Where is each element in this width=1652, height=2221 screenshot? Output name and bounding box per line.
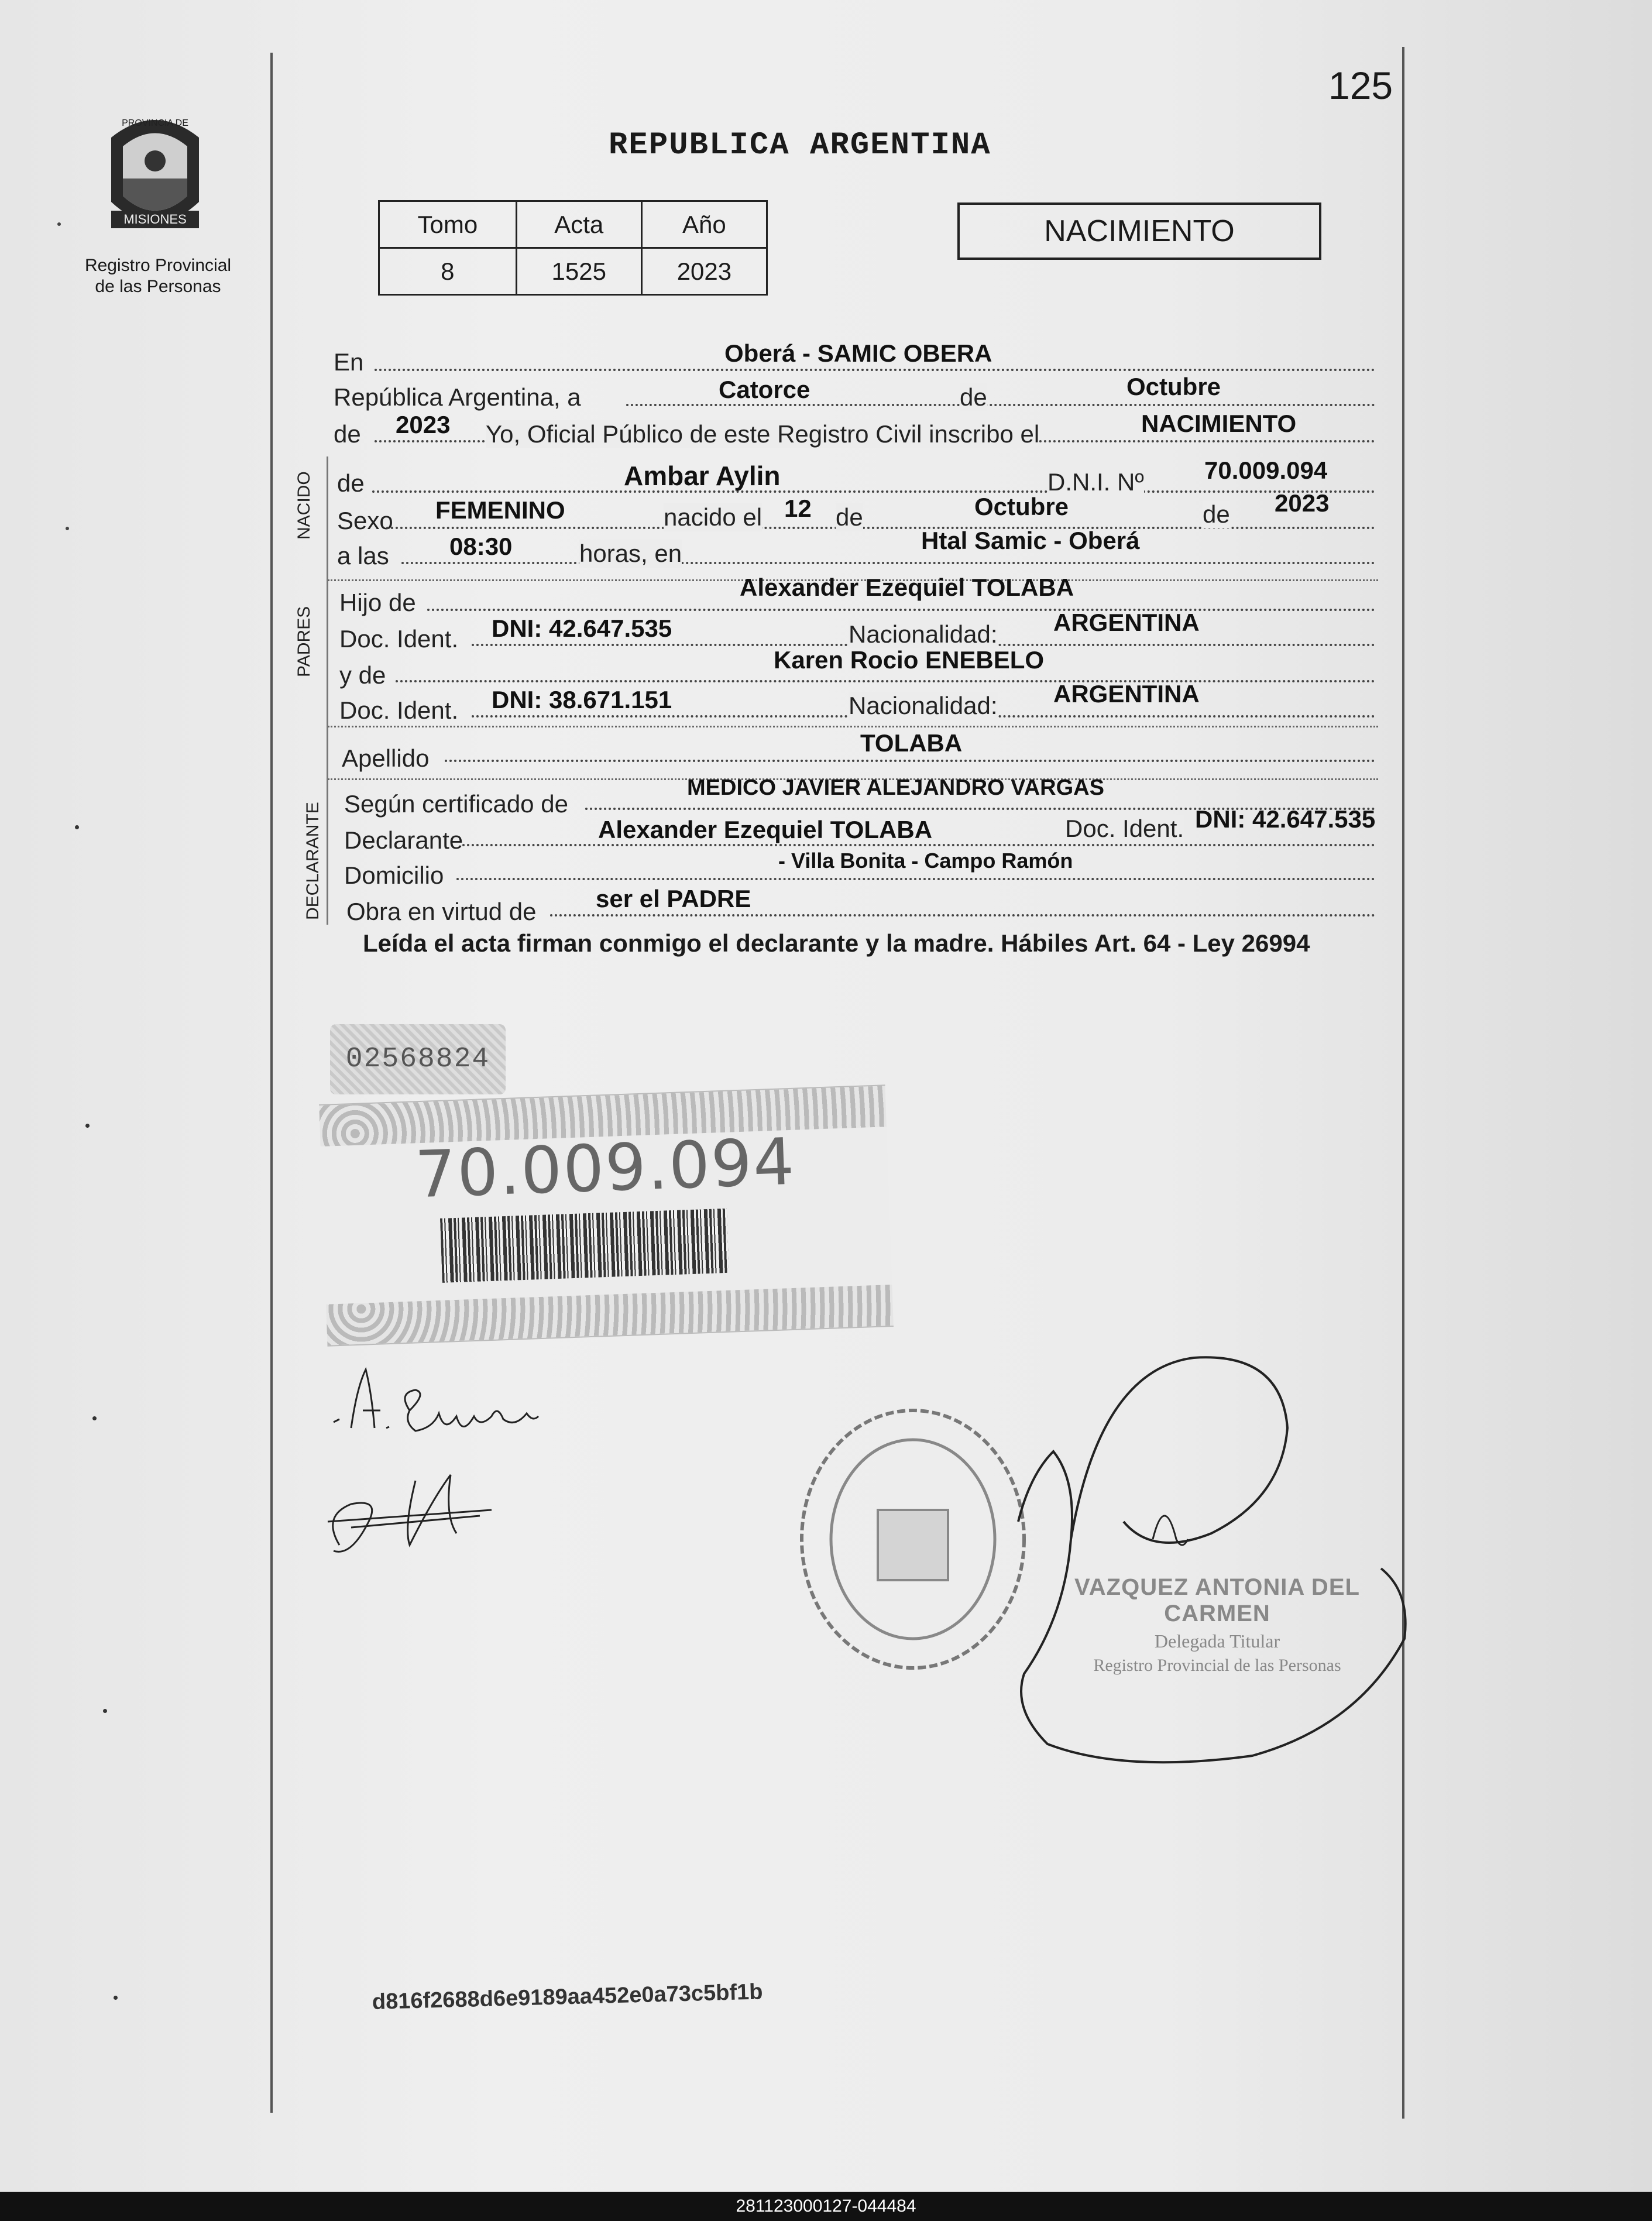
document-type-box: NACIMIENTO bbox=[957, 202, 1321, 260]
value-tomo: 8 bbox=[379, 248, 517, 295]
declarant-name: Alexander Ezequiel TOLABA bbox=[598, 816, 933, 843]
de2-label: de bbox=[334, 420, 361, 448]
nacido-de2-label: de bbox=[836, 503, 863, 531]
en-label: En bbox=[334, 348, 364, 376]
mother-signature bbox=[316, 1457, 503, 1568]
republica-label: República Argentina, a bbox=[334, 383, 581, 411]
dotted-line bbox=[396, 680, 1375, 682]
nacido-el-label: nacido el bbox=[664, 503, 763, 531]
dotted-line bbox=[456, 878, 1375, 880]
reference-table bbox=[378, 200, 768, 296]
declarant-signature bbox=[316, 1358, 573, 1463]
document-title: REPUBLICA ARGENTINA bbox=[609, 128, 991, 163]
declarant-doc: DNI: 42.647.535 bbox=[1195, 805, 1376, 833]
official-stamp-org: Registro Provincial de las Personas bbox=[1093, 1656, 1341, 1675]
scan-mark bbox=[85, 1124, 90, 1128]
scan-mark bbox=[92, 1416, 97, 1420]
yo-text: Yo, Oficial Público de este Registro Civil inscribo el bbox=[486, 420, 1040, 448]
header-anio: Año bbox=[641, 201, 767, 248]
certificate-issuer: MEDICO JAVIER ALEJANDRO VARGAS bbox=[687, 775, 1104, 800]
dni-label: D.N.I. Nº bbox=[1047, 468, 1144, 496]
svg-text:PROVINCIA DE: PROVINCIA DE bbox=[122, 118, 188, 128]
closing-note: Leída el acta firman conmigo el declarante y la madre. Hábiles Art. 64 - Ley 26994 bbox=[363, 929, 1310, 957]
provincia-misiones-crest-logo bbox=[88, 102, 222, 249]
svg-text:MISIONES: MISIONES bbox=[123, 212, 187, 226]
mother-doc-label: Doc. Ident. bbox=[339, 696, 459, 724]
dotted-line bbox=[462, 844, 1375, 846]
left-margin-rule bbox=[270, 53, 273, 2113]
yde-label: y de bbox=[339, 661, 386, 689]
father-nationality: ARGENTINA bbox=[1053, 609, 1200, 636]
obra-value: ser el PADRE bbox=[596, 885, 751, 912]
sticker-pattern-bottom bbox=[326, 1285, 894, 1345]
declarant-doc-label: Doc. Ident. bbox=[1065, 815, 1184, 842]
header-acta: Acta bbox=[516, 201, 641, 248]
child-name: Ambar Aylin bbox=[624, 461, 781, 491]
dotted-line bbox=[375, 369, 1375, 371]
hijo-label: Hijo de bbox=[339, 589, 416, 616]
domicilio-value: - Villa Bonita - Campo Ramón bbox=[778, 849, 1073, 873]
section-label-nacido: NACIDO bbox=[294, 471, 314, 540]
official-stamp-title: Delegada Titular bbox=[1154, 1630, 1280, 1652]
dotted-line bbox=[427, 609, 1375, 611]
scan-mark bbox=[114, 1996, 118, 2000]
footer-code: 281123000127-044484 bbox=[736, 2196, 916, 2216]
horas-label: horas, en bbox=[579, 540, 682, 567]
reference-table-header-row bbox=[379, 201, 767, 248]
mother-nac-label: Nacionalidad: bbox=[849, 692, 998, 719]
nacido-de-label: de bbox=[337, 469, 365, 497]
birth-time: 08:30 bbox=[449, 533, 513, 560]
sticker-number: 70.009.094 bbox=[414, 1124, 797, 1213]
apellido-label: Apellido bbox=[342, 744, 430, 772]
scan-mark bbox=[57, 222, 61, 226]
child-dni: 70.009.094 bbox=[1204, 456, 1328, 484]
dotted-line bbox=[550, 914, 1375, 916]
registro-line1: Registro Provincial bbox=[84, 256, 232, 275]
birth-place: Htal Samic - Oberá bbox=[921, 527, 1140, 554]
intro-month: Octubre bbox=[1126, 373, 1221, 400]
scan-mark bbox=[66, 527, 69, 530]
father-doc-label: Doc. Ident. bbox=[339, 625, 459, 653]
mother-nationality: ARGENTINA bbox=[1053, 680, 1200, 708]
scan-mark bbox=[75, 825, 79, 829]
birth-day: 12 bbox=[784, 495, 812, 522]
mother-name: Karen Rocio ENEBELO bbox=[774, 646, 1045, 674]
section-label-declarante: DECLARANTE bbox=[303, 802, 322, 920]
dotted-line bbox=[445, 760, 1375, 762]
official-signature bbox=[1007, 1346, 1416, 1779]
intro-place: Oberá - SAMIC OBERA bbox=[724, 339, 992, 367]
official-round-seal bbox=[784, 1393, 1042, 1686]
document-hash: d816f2688d6e9189aa452e0a73c5bf1b bbox=[372, 1979, 763, 2014]
dotted-line bbox=[401, 562, 1375, 564]
cert-label: Según certificado de bbox=[344, 790, 568, 818]
section-label-padres: PADRES bbox=[294, 606, 314, 677]
child-sex: FEMENINO bbox=[435, 496, 565, 524]
father-nac-label: Nacionalidad: bbox=[849, 620, 998, 648]
declarante-label: Declarante bbox=[344, 826, 463, 854]
serial-stamp-number: 02568824 bbox=[345, 1043, 490, 1075]
value-acta: 1525 bbox=[516, 248, 641, 295]
intro-day: Catorce bbox=[719, 376, 810, 403]
official-stamp-name: VAZQUEZ ANTONIA DEL CARMEN bbox=[1074, 1574, 1360, 1626]
inner-rule bbox=[327, 456, 328, 925]
obra-label: Obra en virtud de bbox=[346, 898, 537, 925]
birth-year: 2023 bbox=[1275, 489, 1330, 517]
dotted-line bbox=[626, 404, 1375, 406]
domicilio-label: Domicilio bbox=[344, 861, 444, 889]
serial-stamp bbox=[330, 1024, 506, 1094]
section-divider bbox=[328, 726, 1378, 727]
dotted-line bbox=[372, 490, 1375, 493]
barcode bbox=[440, 1209, 729, 1283]
registro-label bbox=[64, 255, 252, 297]
intro-event: NACIMIENTO bbox=[1141, 410, 1297, 437]
father-name: Alexander Ezequiel TOLABA bbox=[740, 574, 1074, 601]
father-doc: DNI: 42.647.535 bbox=[492, 615, 672, 642]
nacido-de3-label: de bbox=[1203, 500, 1230, 528]
alas-label: a las bbox=[337, 542, 389, 569]
de-label: de bbox=[960, 383, 987, 411]
registro-line2: de las Personas bbox=[95, 277, 221, 296]
reference-table-value-row bbox=[379, 248, 767, 295]
footer-bar bbox=[0, 2192, 1652, 2221]
mother-doc: DNI: 38.671.151 bbox=[492, 686, 672, 713]
sexo-label: Sexo bbox=[337, 507, 393, 534]
page-number: 125 bbox=[1328, 64, 1393, 107]
security-sticker bbox=[319, 1084, 894, 1347]
value-anio: 2023 bbox=[641, 248, 767, 295]
intro-year: 2023 bbox=[396, 411, 451, 438]
header-tomo: Tomo bbox=[379, 201, 517, 248]
birth-month: Octubre bbox=[974, 493, 1069, 520]
right-margin-rule bbox=[1402, 47, 1404, 2119]
apellido-value: TOLABA bbox=[860, 729, 963, 757]
scan-mark bbox=[103, 1709, 107, 1713]
